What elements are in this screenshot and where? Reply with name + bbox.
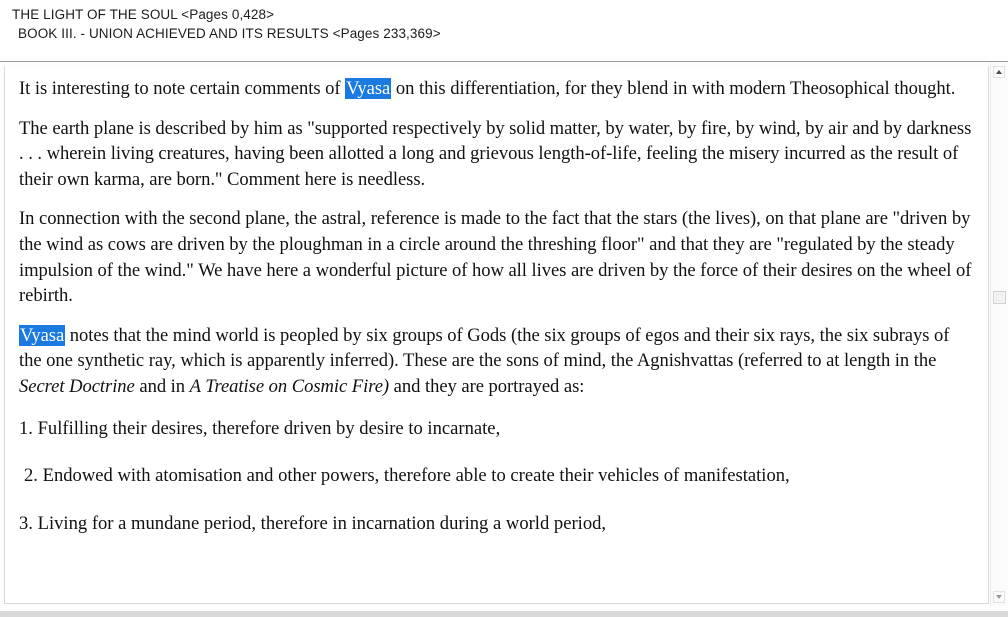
document-text-area[interactable] <box>4 66 989 604</box>
chevron-up-icon <box>996 70 1002 74</box>
paragraph-4-segment-1: notes that the mind world is peopled by six groups of Gods (the six groups of egos and their six rays, the six subrays of the one synthetic ray, which is apparently inferred). These are the sons of mind, the Agnishvattas (referred to at length in the <box>19 324 950 372</box>
book-reference-cosmic-fire: A Treatise on Cosmic Fire) <box>189 375 390 397</box>
paragraph-4-segment-2: and in <box>134 375 190 397</box>
scroll-down-button[interactable] <box>993 591 1005 603</box>
paragraph-4-segment-3: and they are portrayed as: <box>389 375 585 397</box>
list-item: 3. Living for a mundane period, therefore in incarnation during a world period, <box>19 512 607 534</box>
highlighted-term-1[interactable]: Vyasa <box>346 78 391 99</box>
vertical-scrollbar[interactable] <box>990 63 1007 606</box>
chevron-down-icon <box>996 595 1002 599</box>
paragraph-3: In connection with the second plane, the astral, reference is made to the fact that the stars (the lives), on that plane are "driven by the wind as cows are driven by the ploughman in a circle around the threshing floor" and that they are "regulated by the steady impulsion of the wind." We have here a wonderful picture of how all lives are driven by the force of their desires on the wheel of rebirth. <box>19 208 972 307</box>
paragraph-2: The earth plane is described by him as "supported respectively by solid matter, by water, by fire, by wind, by air and by darkness . . . wherein living creatures, having been allotted a long and grievous length-of-life, feeling the misery incurred as the result of their own karma, are born." Comment here is needless. <box>19 117 972 190</box>
list-item: 2. Endowed with atomisation and other powers, therefore able to create their vehicles of manifestation, <box>24 465 790 487</box>
document-header <box>0 0 1008 62</box>
book-title: THE LIGHT OF THE SOUL <Pages 0,428> <box>12 7 275 22</box>
paragraph-1-text-before: It is interesting to note certain comments of <box>19 78 346 99</box>
window-bottom-edge <box>0 611 1008 617</box>
book-reference-secret-doctrine: Secret Doctrine <box>19 375 135 397</box>
highlighted-term-2[interactable]: Vyasa <box>20 324 65 346</box>
paragraph-1 <box>19 76 974 102</box>
scrollbar-thumb[interactable] <box>993 291 1006 304</box>
scroll-up-button[interactable] <box>993 66 1005 78</box>
paragraph-4 <box>19 323 974 400</box>
document-content <box>5 66 988 536</box>
list-item: 1. Fulfilling their desires, therefore driven by desire to incarnate, <box>19 417 501 439</box>
paragraph-1-text-after: on this differentiation, for they blend in with modern Theosophical thought. <box>391 78 956 99</box>
book-section-title: BOOK III. - UNION ACHIEVED AND ITS RESULTS <Pages 233,369> <box>18 26 441 41</box>
